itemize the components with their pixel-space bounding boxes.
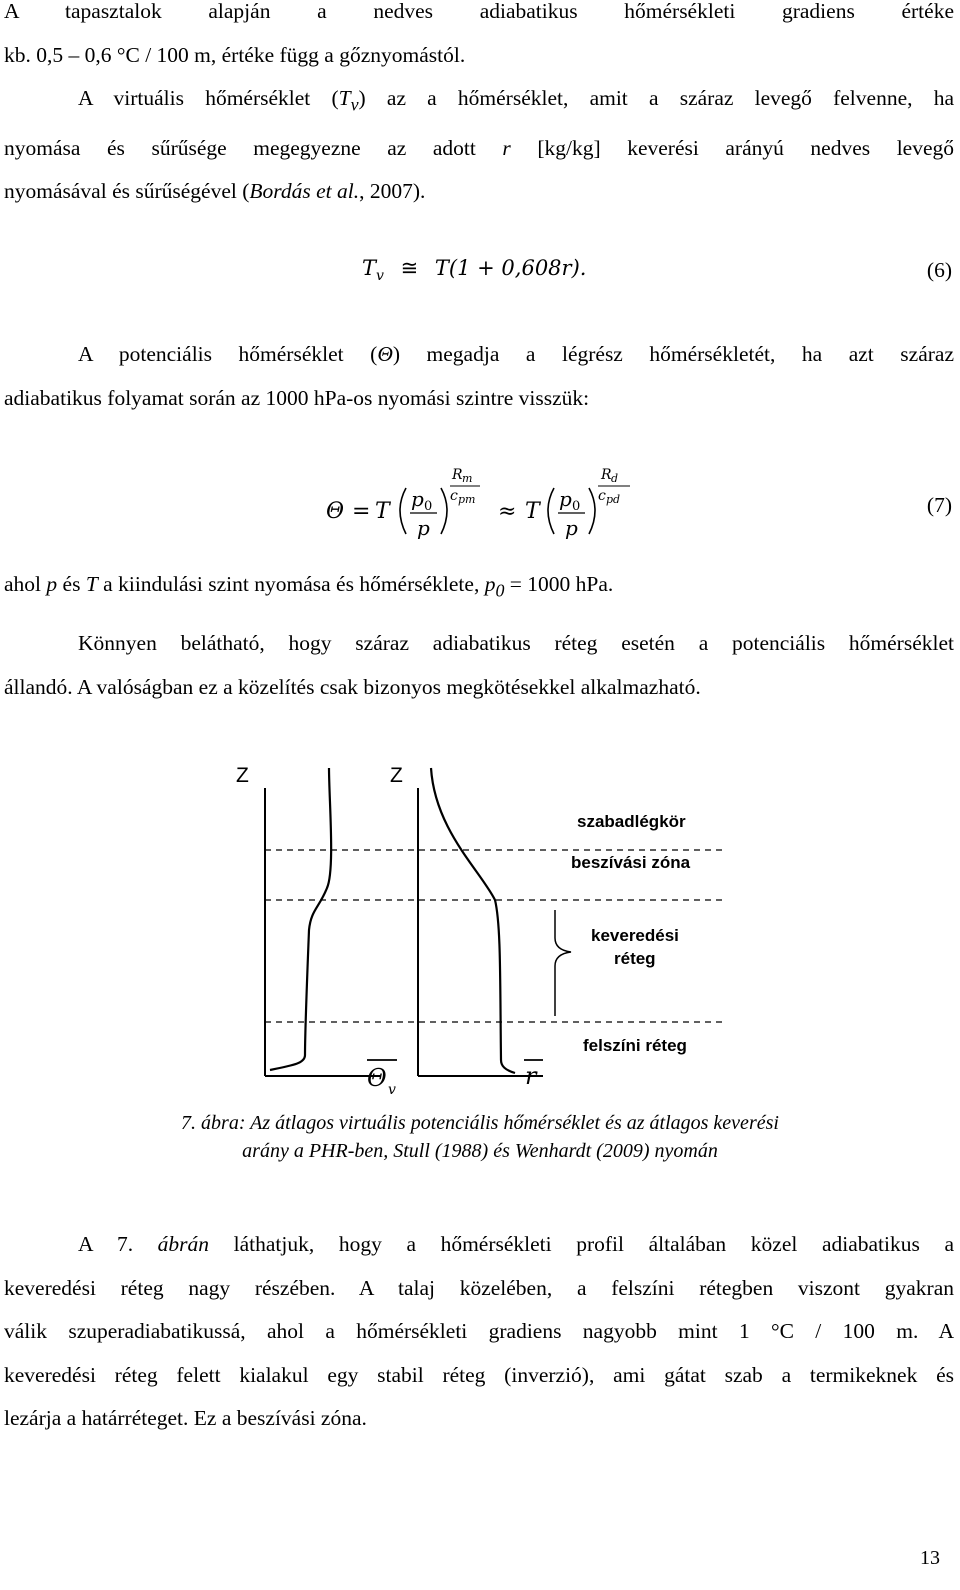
mixed-layer-brace (555, 910, 571, 1016)
theta-v-axis-sub: v (388, 1082, 396, 1098)
eq7-theta: Θ (326, 499, 345, 524)
eq7-T1: T (375, 499, 390, 524)
eq7-exp1-num: R (452, 467, 463, 483)
eq7-paren-open-2 (548, 488, 554, 534)
eq7-p0-sub-2: 0 (572, 499, 581, 514)
paragraph-2 (4, 77, 954, 214)
eq7-T2: T (525, 499, 540, 524)
paragraph-1-line-1: A tapasztalok alapján a nedves adiabatikus hőmérsékleti gradiens értéke (4, 0, 954, 23)
paragraph-1-line-2: kb. 0,5 – 0,6 °C / 100 m, értéke függ a gőznyomástól. (4, 42, 466, 67)
paragraph-4-line-1: ahol p és T a kiindulási szint nyomása és hőmérséklete, $p_0 = 1000$ hPa. (4, 572, 614, 601)
eq7-p0-sub-1: 0 (424, 499, 433, 514)
paragraph-2-line-3: nyomásával és sűrűségével (Bordás et al., 2007). (4, 179, 426, 204)
label-entrainment-zone: beszívási zóna (571, 853, 691, 872)
paragraph-3 (4, 333, 954, 420)
eq7-p0-1: p (411, 487, 424, 511)
eq7-paren-close-1 (441, 488, 447, 534)
eq7-paren-close-2 (589, 488, 595, 534)
eq7-exp2-num-sub: d (611, 472, 619, 485)
equation-7-number: (7) (926, 493, 952, 517)
eq7-equals: = (352, 499, 371, 524)
eq7-p-2: p (565, 516, 578, 540)
eq7-p-1: p (417, 516, 430, 540)
equation-7 (320, 462, 650, 552)
eq7-exp2-den: c (598, 488, 606, 504)
paragraph-6-line-4: keveredési réteg felett kialakul egy stabil réteg (inverzió), ami gátat szab a termikeknek és (4, 1362, 954, 1387)
eq7-paren-open-1 (400, 488, 406, 534)
mixing-ratio-profile-curve (431, 768, 515, 1073)
equation-6: $T_v$ ≅ T(1 + 0,608r). (362, 256, 587, 285)
figure-7-caption (0, 1109, 960, 1165)
paragraph-3-line-2: adiabatikus folyamat során az 1000 hPa-os nyomási szintre visszük: (4, 385, 590, 410)
caption-line-2: arány a PHR-ben, Stull (1988) és Wenhardt (2009) nyomán (242, 1140, 718, 1162)
paragraph-6-line-2: keveredési réteg nagy részében. A talaj közelében, a felszíni rétegben viszont gyakran (4, 1275, 954, 1300)
label-mixed-layer-1: keveredési (591, 926, 679, 945)
z-axis-label-1: Z (236, 764, 249, 787)
eq7-p0-2: p (559, 487, 572, 511)
z-axis-label-2: Z (390, 764, 403, 787)
figure-7-diagram (225, 760, 745, 1105)
eq7-approx: ≈ (498, 499, 517, 524)
eq7-exp1-num-sub: m (462, 472, 473, 485)
caption-line-1: 7. ábra: Az átlagos virtuális potenciális hőmérséklet és az átlagos keverési (181, 1112, 779, 1134)
eq7-exp2-den-sub: pd (606, 493, 621, 506)
page-number: 13 (920, 1547, 940, 1569)
paragraph-1 (4, 0, 954, 77)
r-axis-label: r (525, 1062, 537, 1090)
paragraph-6-line-5: lezárja a határréteget. Ez a beszívási zóna. (4, 1406, 367, 1430)
label-free-atmosphere: szabadlégkör (577, 812, 686, 831)
eq7-exp1-den: c (450, 488, 458, 504)
label-mixed-layer-2: réteg (614, 949, 656, 968)
theta-v-axis-label: Θ (367, 1064, 387, 1092)
paragraph-4 (4, 563, 954, 613)
label-surface-layer: felszíni réteg (583, 1036, 687, 1055)
theta-v-profile-curve (270, 768, 331, 1070)
eq7-exp2-num: R (601, 467, 612, 483)
paragraph-2-line-1: A virtuális hőmérséklet $(T_v)$ az a hőmérséklet, amit a száraz levegő felvenne, ha (78, 86, 954, 115)
paragraph-2-line-2: nyomása és sűrűsége megegyezne az adott r [kg/kg] keverési arányú nedves levegő (4, 135, 955, 160)
eq7-exp1-den-sub: pm (458, 493, 476, 506)
paragraph-5-line-1: Könnyen belátható, hogy száraz adiabatikus réteg esetén a potenciális hőmérséklet (78, 631, 954, 655)
paragraph-6-line-1: A 7. ábrán láthatjuk, hogy a hőmérsékleti profil általában közel adiabatikus a (78, 1232, 954, 1256)
equation-6-number: (6) (926, 258, 952, 282)
paragraph-6 (4, 1223, 954, 1441)
paragraph-5-line-2: állandó. A valóságban ez a közelítés csak bizonyos megkötésekkel alkalmazható. (4, 674, 701, 699)
paragraph-3-line-1: A potenciális hőmérséklet (Θ) megadja a légrész hőmérsékletét, ha azt száraz (78, 342, 954, 366)
paragraph-5 (4, 622, 954, 709)
paragraph-6-line-3: válik szuperadiabatikussá, ahol a hőmérsékleti gradiens nagyobb mint 1 °C / 100 m. A (4, 1319, 954, 1343)
